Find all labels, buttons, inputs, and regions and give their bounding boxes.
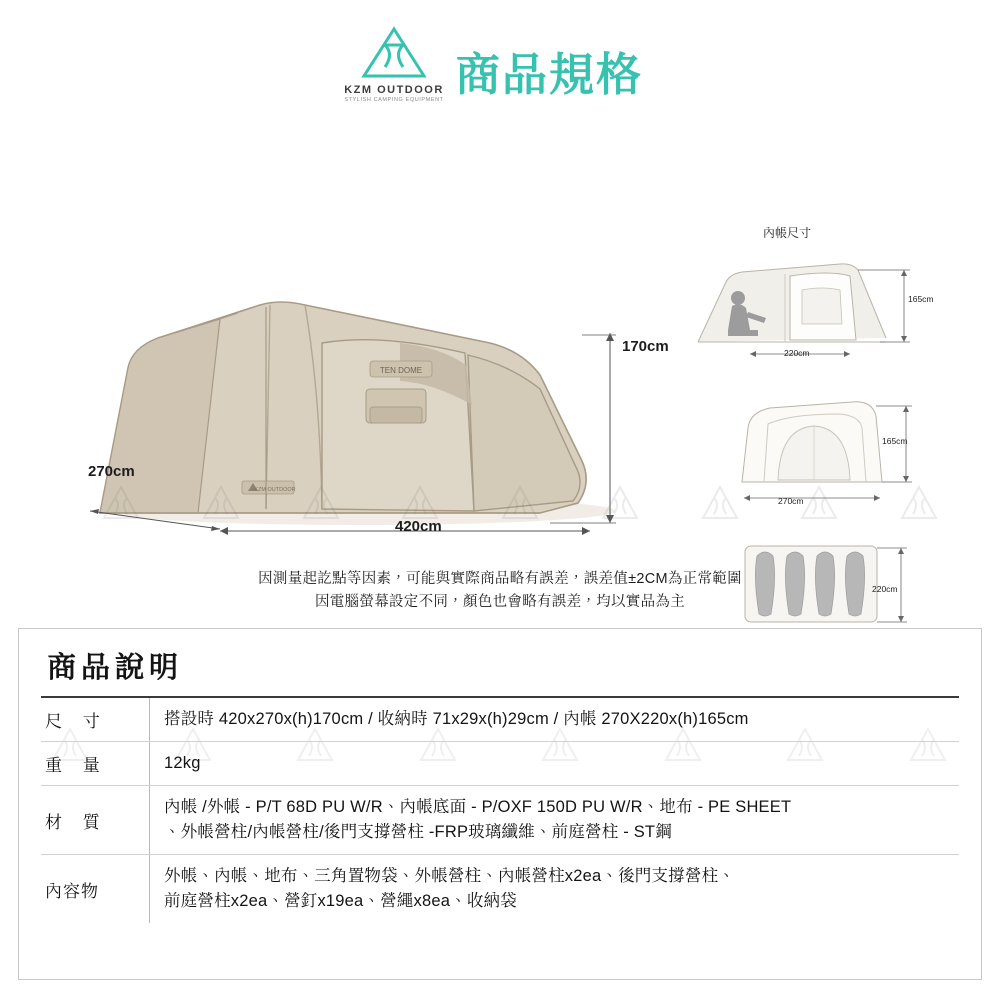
spec-illustration xyxy=(0,118,1000,628)
value-line: 前庭營柱x2ea、營釘x19ea、營繩x8ea、收納袋 xyxy=(164,892,517,910)
table-row xyxy=(41,742,959,786)
value-line: 、外帳營柱/內帳營柱/後門支撐營柱 -FRP玻璃纖維、前庭營柱 - ST鋼 xyxy=(164,823,672,841)
row-label-size: 尺 寸 xyxy=(45,712,108,731)
brand-tagline: STYLISH CAMPING EQUIPMENT xyxy=(344,97,444,103)
value-line: 外帳、內帳、地布、三角置物袋、外帳營柱、內帳營柱x2ea、後門支撐營柱、 xyxy=(164,867,735,885)
value-line: 12kg xyxy=(164,754,201,772)
brand-block xyxy=(338,26,450,103)
value-line: 內帳 /外帳 - P/T 68D PU W/R、內帳底面 - P/OXF 150D PU W/R、地布 - PE SHEET xyxy=(164,798,792,816)
main-tent-drawing xyxy=(70,193,640,543)
inner-tent-front-view xyxy=(730,386,940,516)
page-title: 商品規格 xyxy=(455,49,644,100)
description-title: 商品說明 xyxy=(47,652,184,684)
inner-tent-side-view xyxy=(690,246,940,366)
row-label-material: 材 質 xyxy=(45,812,108,832)
row-label-contents: 內容物 xyxy=(45,881,99,901)
product-description-panel xyxy=(18,628,982,980)
row-value-weight xyxy=(150,742,959,786)
inner-tent-title: 內帳尺寸 xyxy=(763,226,812,240)
measurement-notes xyxy=(0,568,1000,614)
row-label-weight: 重 量 xyxy=(45,756,108,775)
kzm-logo-icon xyxy=(355,26,433,82)
sd1-width-label: 220cm xyxy=(784,348,810,358)
note-line-1: 因測量起訖點等因素，可能與實際商品略有誤差，誤差值±2CM為正常範圍 xyxy=(258,571,742,587)
table-row xyxy=(41,698,959,742)
row-value-material xyxy=(150,786,959,855)
spec-table xyxy=(41,698,959,923)
note-line-2: 因電腦螢幕設定不同，顏色也會略有誤差，均以實品為主 xyxy=(315,594,685,610)
row-value-size xyxy=(150,698,959,742)
dim-width-label: 420cm xyxy=(395,518,442,535)
row-value-contents xyxy=(150,855,959,924)
dim-height-label: 170cm xyxy=(622,338,669,355)
sd3-height-label: 220cm xyxy=(872,584,898,594)
brand-name: KZM OUTDOOR xyxy=(344,84,444,96)
sd2-height-label: 165cm xyxy=(882,436,908,446)
sd1-height-label: 165cm xyxy=(908,294,934,304)
svg-text:TEN DOME: TEN DOME xyxy=(379,366,423,375)
sd2-width-label: 270cm xyxy=(778,496,804,506)
value-line: 搭設時 420x270x(h)170cm / 收納時 71x29x(h)29cm / 內帳 270X220x(h)165cm xyxy=(164,710,749,728)
page-header xyxy=(0,0,1000,118)
tent-logo-patch xyxy=(370,361,432,377)
table-row xyxy=(41,855,959,924)
dim-depth-label: 270cm xyxy=(88,463,135,480)
svg-text:KZM OUTDOOR: KZM OUTDOOR xyxy=(254,487,296,493)
table-row xyxy=(41,786,959,855)
